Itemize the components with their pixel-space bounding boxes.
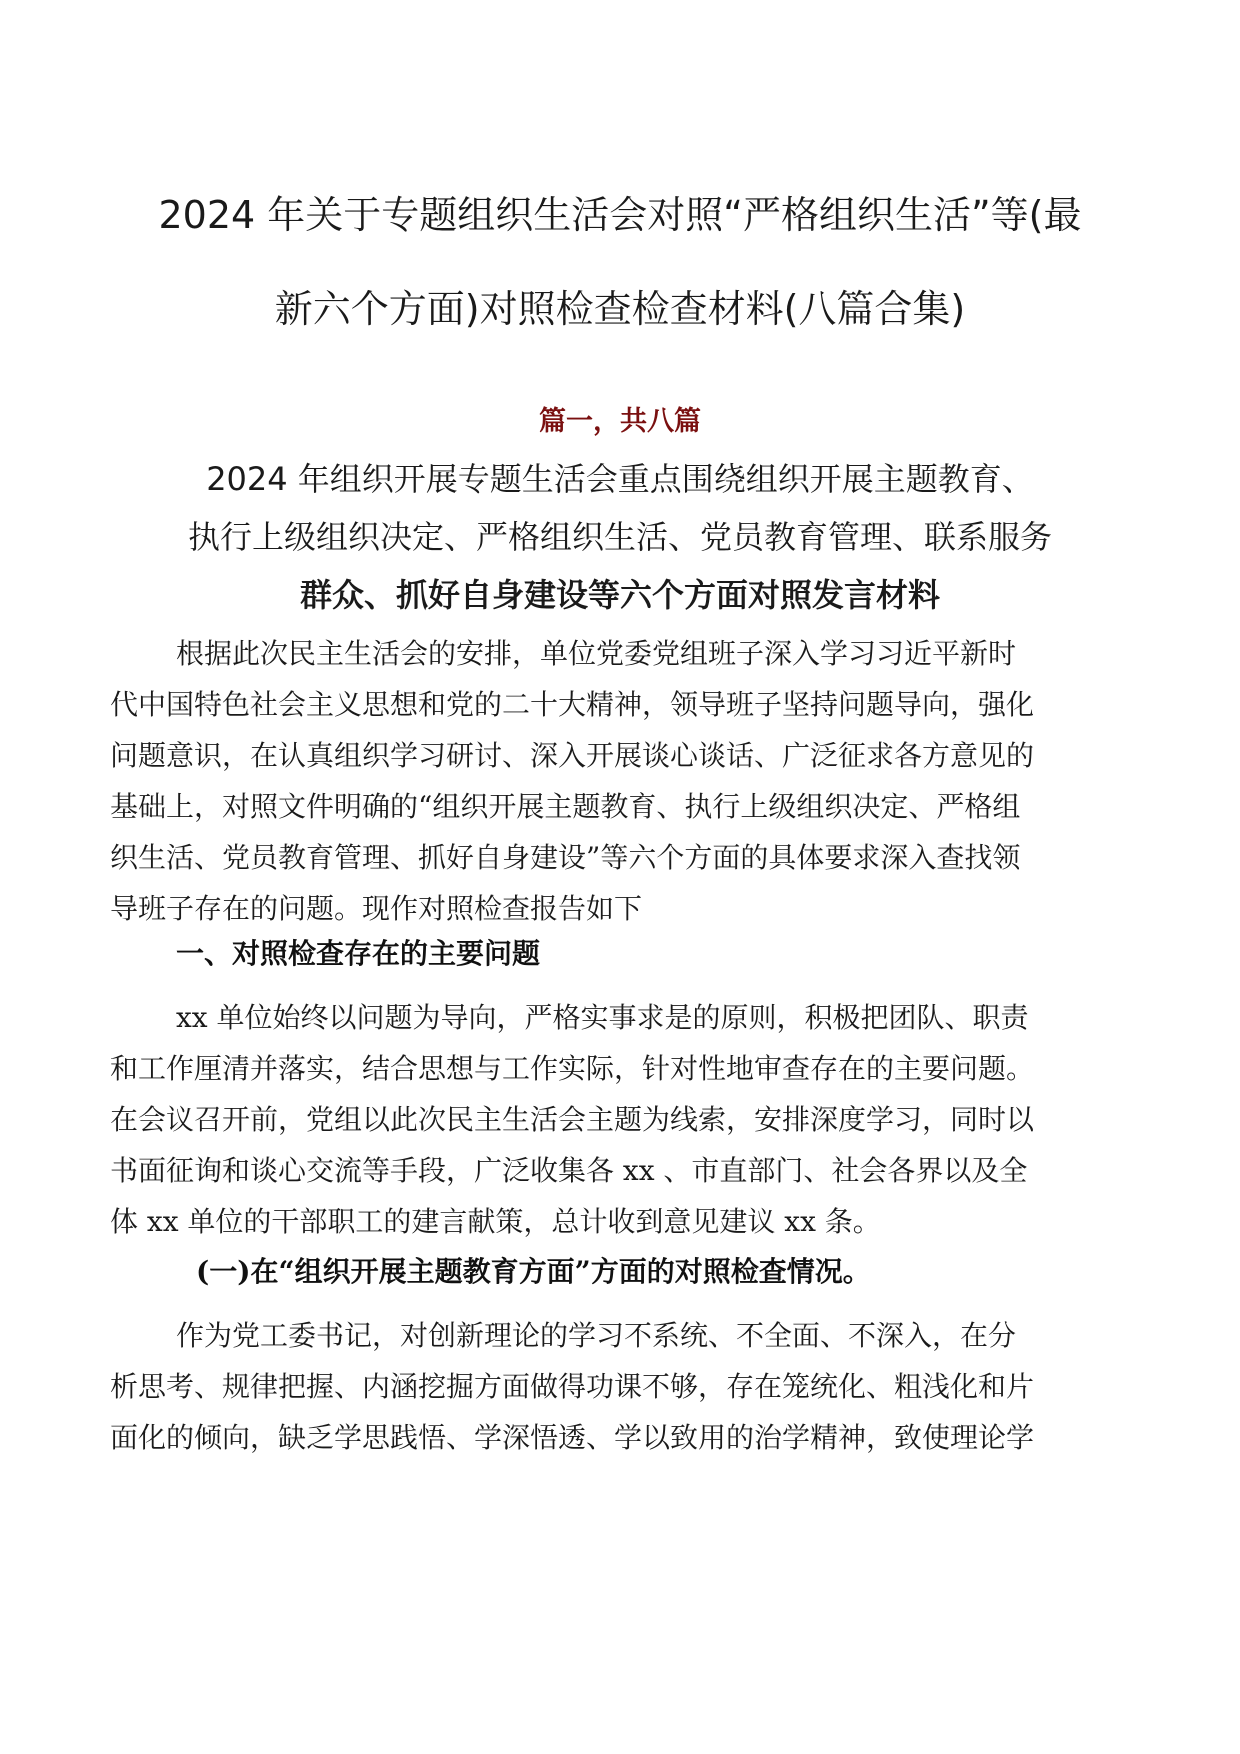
- text-line: 基础上，对照文件明确的“组织开展主题教育、执行上级组织决定、严格组: [110, 790, 1021, 823]
- text-line: 体 xx 单位的干部职工的建言献策，总计收到意见建议 xx 条。: [110, 1205, 881, 1238]
- subsection-heading: (一)在“组织开展主题教育方面”方面的对照检查情况。: [196, 1255, 871, 1288]
- text-line: 作为党工委书记，对创新理论的学习不系统、不全面、不深入，在分: [176, 1319, 1017, 1352]
- article-title-line: 执行上级组织决定、严格组织生活、党员教育管理、联系服务: [187, 518, 1052, 556]
- body-paragraph: [110, 992, 1130, 1247]
- text-line: 析思考、规律把握、内涵挖掘方面做得功课不够，存在笼统化、粗浅化和片: [110, 1370, 1035, 1403]
- text-line: 织生活、党员教育管理、抓好自身建设”等六个方面的具体要求深入查找领: [110, 841, 1021, 874]
- article-title-line: 群众、抓好自身建设等六个方面对照发言材料: [299, 576, 940, 614]
- title-line: 新六个方面)对照检查检查材料(八篇合集): [274, 287, 966, 331]
- article-title-line: 2024 年组织开展专题生活会重点围绕组织开展主题教育、: [206, 460, 1034, 498]
- text-line: 根据此次民主生活会的安排，单位党委党组班子深入学习习近平新时: [176, 637, 1017, 670]
- section-label: 篇一，共八篇: [539, 406, 701, 437]
- intro-paragraph: [110, 628, 1130, 934]
- section-heading: 一、对照检查存在的主要问题: [176, 937, 541, 970]
- text-line: 在会议召开前，党组以此次民主生活会主题为线索，安排深度学习，同时以: [110, 1103, 1035, 1136]
- text-line: 书面征询和谈心交流等手段，广泛收集各 xx 、市直部门、社会各界以及全: [110, 1154, 1028, 1187]
- body-paragraph: [110, 1310, 1130, 1463]
- text-line: 问题意识，在认真组织学习研讨、深入开展谈心谈话、广泛征求各方意见的: [110, 739, 1035, 772]
- text-line: xx 单位始终以问题为导向，严格实事求是的原则，积极把团队、职责: [176, 1001, 1029, 1034]
- text-line: 代中国特色社会主义思想和党的二十大精神，领导班子坚持问题导向，强化: [110, 688, 1035, 721]
- article-title: [100, 450, 1140, 624]
- document-title: [120, 168, 1120, 356]
- title-line: 2024 年关于专题组织生活会对照“严格组织生活”等(最: [158, 193, 1082, 237]
- text-line: 面化的倾向，缺乏学思践悟、学深悟透、学以致用的治学精神，致使理论学: [110, 1421, 1035, 1454]
- text-line: 和工作厘清并落实，结合思想与工作实际，针对性地审查存在的主要问题。: [110, 1052, 1035, 1085]
- text-line: 导班子存在的问题。现作对照检查报告如下: [110, 892, 643, 925]
